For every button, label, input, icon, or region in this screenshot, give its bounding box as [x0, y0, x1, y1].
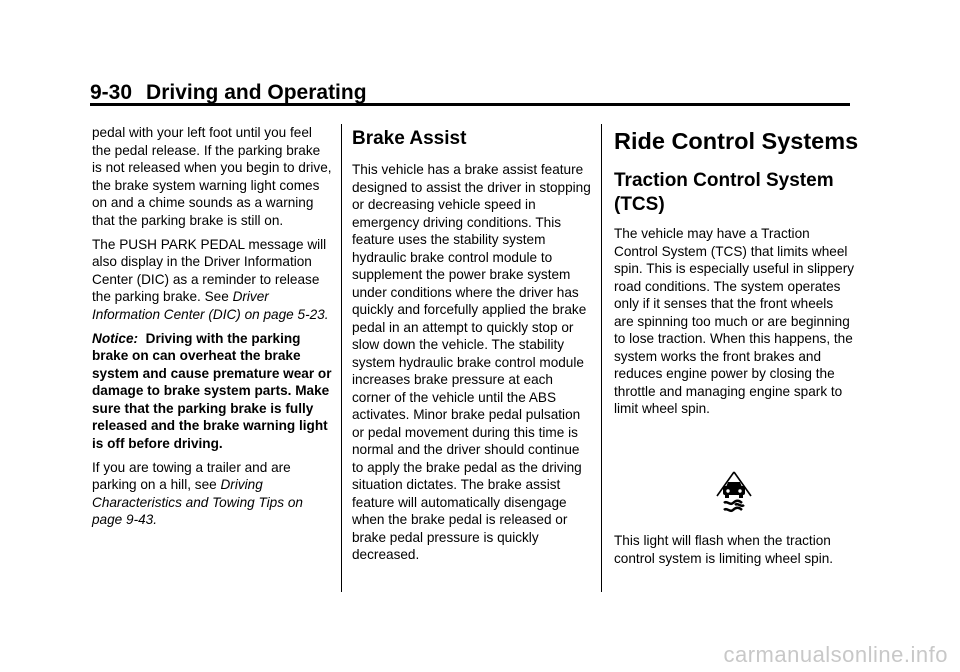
- paragraph-parking-brake: pedal with your left foot until you feel the pedal release. If the parking brake is not released when you begin to drive, the brake system warning light comes on and a chime sounds as a warning that the parking brake is still on.: [92, 125, 332, 228]
- dic-reference-link[interactable]: Driver Information Center (DIC) on page 5-23.: [92, 289, 329, 322]
- paragraph-push-park-pedal: The PUSH PARK PEDAL message will also display in the Driver Information Center (DIC) as a reminder to release the parking brake. See Driver Information Center (DIC) on page 5-23.: [92, 236, 329, 322]
- paragraph-towing: If you are towing a trailer and are parking on a hill, see Driving Characteristics and Towing Tips on page 9-43.: [92, 459, 303, 527]
- header-rule: [90, 103, 850, 106]
- page-number: 9-30: [90, 81, 133, 104]
- traction-control-warning-icon: [714, 470, 754, 520]
- paragraph-tcs-light: This light will flash when the traction control system is limiting wheel spin.: [614, 533, 834, 566]
- notice-label: Notice:: [92, 330, 139, 346]
- ride-control-heading: Ride Control Systems: [614, 128, 859, 154]
- brake-assist-heading: Brake Assist: [352, 128, 467, 149]
- column-2: [352, 124, 592, 570]
- towing-reference-link[interactable]: Driving Characteristics and Towing Tips on page 9-43.: [92, 477, 303, 527]
- page-header: [90, 81, 367, 105]
- section-title: Driving and Operating: [146, 81, 367, 104]
- column-1: [92, 124, 332, 535]
- paragraph-tcs: The vehicle may have a Traction Control System (TCS) that limits wheel spin. This is especially useful in slippery road conditions. The system operates only if it senses that the front wheels are spinning too much or are beginning to lose traction. When this happens, the system works the front brakes and reduces engine power by closing the throttle and managing engine spark to limit wheel spin.: [614, 226, 855, 416]
- paragraph-brake-assist: This vehicle has a brake assist feature designed to assist the driver in stopping or decreasing vehicle speed in emergency driving conditions. This feature uses the stability system hydraulic brake control module to supplement the power brake system under conditions where the driver has quickly and forcefully applied the brake pedal in an attempt to quickly stop or slow down the vehicle. The stability system hydraulic brake control module increases brake pressure at each corner of the vehicle until the ABS activates. Minor brake pedal pulsation or pedal movement during this time is normal and the driver should continue to apply the brake pedal as the driving situation dictates. The brake assist feature will automatically disengage when the brake pedal is released or brake pedal pressure is quickly decreased.: [352, 162, 591, 562]
- notice-text: Driving with the parking brake on can overheat the brake system and cause premature wear or damage to brake system parts. Make sure that the parking brake is fully released and the brake warning light is off before driving.: [92, 330, 332, 451]
- tcs-subheading: Traction Control System (TCS): [614, 170, 834, 215]
- column-divider-1: [341, 124, 342, 592]
- column-3: [614, 124, 859, 574]
- column-divider-2: [601, 124, 602, 592]
- notice-paragraph: [92, 330, 332, 453]
- watermark: carmanualsonline.info: [723, 642, 948, 667]
